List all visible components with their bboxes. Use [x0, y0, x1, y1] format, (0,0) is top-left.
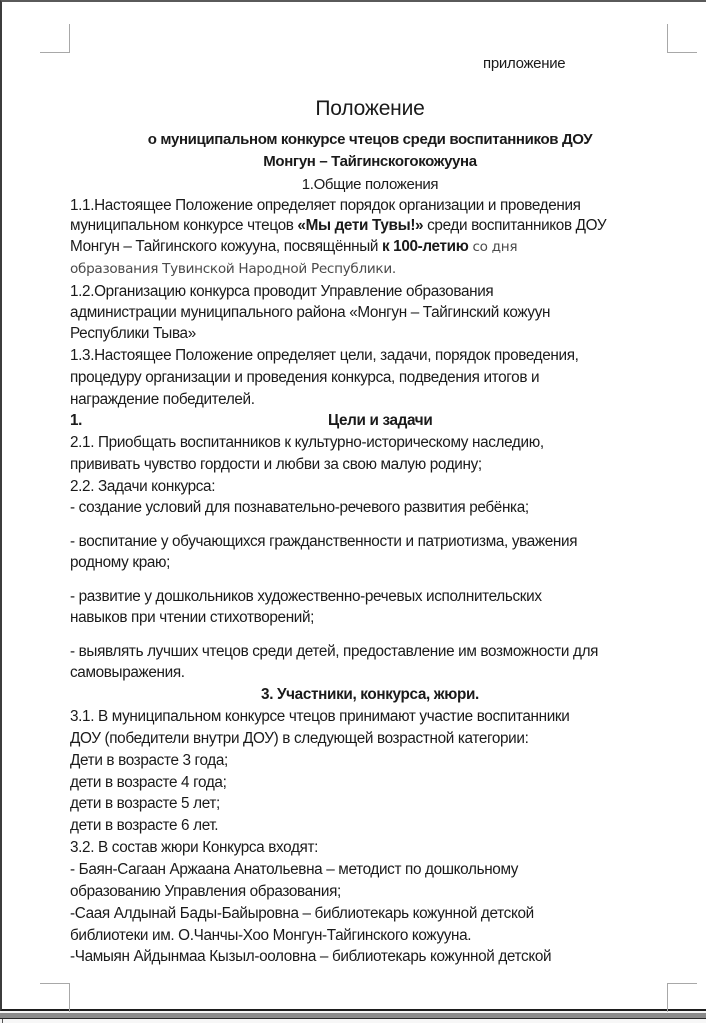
- age-category: Дети в возрасте 3 года;: [70, 752, 228, 769]
- task-item-cont: самовыражения.: [70, 664, 185, 681]
- section-number: 1.: [70, 412, 83, 429]
- next-page-edge: [2, 1019, 706, 1023]
- text-run-gray: со дня: [468, 239, 518, 255]
- paragraph-line: [70, 237, 680, 257]
- age-category: дети в возрасте 4 года;: [70, 774, 227, 791]
- task-item: - воспитание у обучающихся гражданственности и патриотизма, уважения: [70, 533, 578, 550]
- text-run-emphasis: к 100-летию: [381, 238, 469, 255]
- paragraph-line: 2.2. Задачи конкурса:: [70, 478, 216, 495]
- paragraph-line: образования Тувинской Народной Республики.: [70, 261, 396, 277]
- text-run: среди воспитанников ДОУ: [423, 217, 607, 234]
- task-item: - выявлять лучших чтецов среди детей, предоставление им возможности для: [70, 643, 599, 660]
- task-item: - развитие у дошкольников художественно-речевых исполнительских: [70, 588, 542, 605]
- contest-name: «Мы дети Тувы!»: [297, 217, 424, 234]
- appendix-label: приложение: [483, 55, 566, 72]
- paragraph-line: 1.3.Настоящее Положение определяет цели, задачи, порядок проведения,: [70, 347, 579, 364]
- jury-member-cont: образованию Управления образования;: [70, 883, 341, 900]
- section-title: Цели и задачи: [328, 412, 433, 429]
- document-subtitle: Монгун – Тайгинскогокожууна: [263, 153, 477, 170]
- age-category: дети в возрасте 5 лет;: [70, 795, 220, 812]
- paragraph-line: 3.1. В муниципальном конкурсе чтецов принимают участие воспитанники: [70, 708, 570, 725]
- jury-member-cont: библиотеки им. О.Чанчы-Хоо Монгун-Тайгинского кожууна.: [70, 927, 472, 944]
- margin-corner-mark: [40, 24, 70, 53]
- paragraph-line: ДОУ (победители внутри ДОУ) в следующей возрастной категории:: [70, 730, 529, 747]
- margin-corner-mark: [40, 983, 70, 1012]
- task-item-cont: навыков при чтении стихотворений;: [70, 609, 315, 626]
- margin-corner-mark: [667, 983, 697, 1012]
- jury-member: -Чамыян Айдынмаа Кызыл-ооловна – библиотекарь кожунной детской: [70, 948, 552, 965]
- paragraph-line: 2.1. Приобщать воспитанников к культурно-историческому наследию,: [70, 434, 544, 451]
- jury-member: -Саая Алдынай Бады-Байыровна – библиотекарь кожунной детской: [70, 905, 534, 922]
- paragraph-line: 1.1.Настоящее Положение определяет порядок организации и проведения: [70, 197, 581, 214]
- text-run: Монгун – Тайгинского кожууна, посвящённый: [70, 238, 382, 255]
- paragraph-line: процедуру организации и проведения конкурса, подведения итогов и: [70, 369, 540, 386]
- document-title: Положение: [315, 97, 425, 120]
- paragraph-line: 1.2.Организацию конкурса проводит Управление образования: [70, 283, 494, 300]
- paragraph-line: администрации муниципального района «Монгун – Тайгинский кожуун: [70, 304, 551, 321]
- paragraph-line: награждение победителей.: [70, 391, 255, 408]
- section-heading: 3. Участники, конкурса, жюри.: [261, 686, 479, 703]
- paragraph-line: 3.2. В состав жюри Конкурса входят:: [70, 839, 319, 856]
- age-category: дети в возрасте 6 лет.: [70, 817, 219, 834]
- task-item: - создание условий для познавательно-речевого развития ребёнка;: [70, 499, 529, 516]
- paragraph-line: [70, 216, 680, 235]
- task-item-cont: родному краю;: [70, 554, 171, 571]
- paragraph-line: прививать чувство гордости и любви за свою малую родину;: [70, 456, 482, 473]
- text-run: муниципальном конкурсе чтецов: [70, 217, 298, 234]
- paragraph-line: Республики Тыва»: [70, 325, 196, 342]
- margin-corner-mark: [667, 24, 697, 53]
- jury-member: - Баян-Сагаан Аржаана Анатольевна – методист по дошкольному: [70, 861, 519, 878]
- document-subtitle: о муниципальном конкурсе чтецов среди воспитанников ДОУ: [147, 131, 593, 148]
- section-heading: 1.Общие положения: [301, 176, 439, 193]
